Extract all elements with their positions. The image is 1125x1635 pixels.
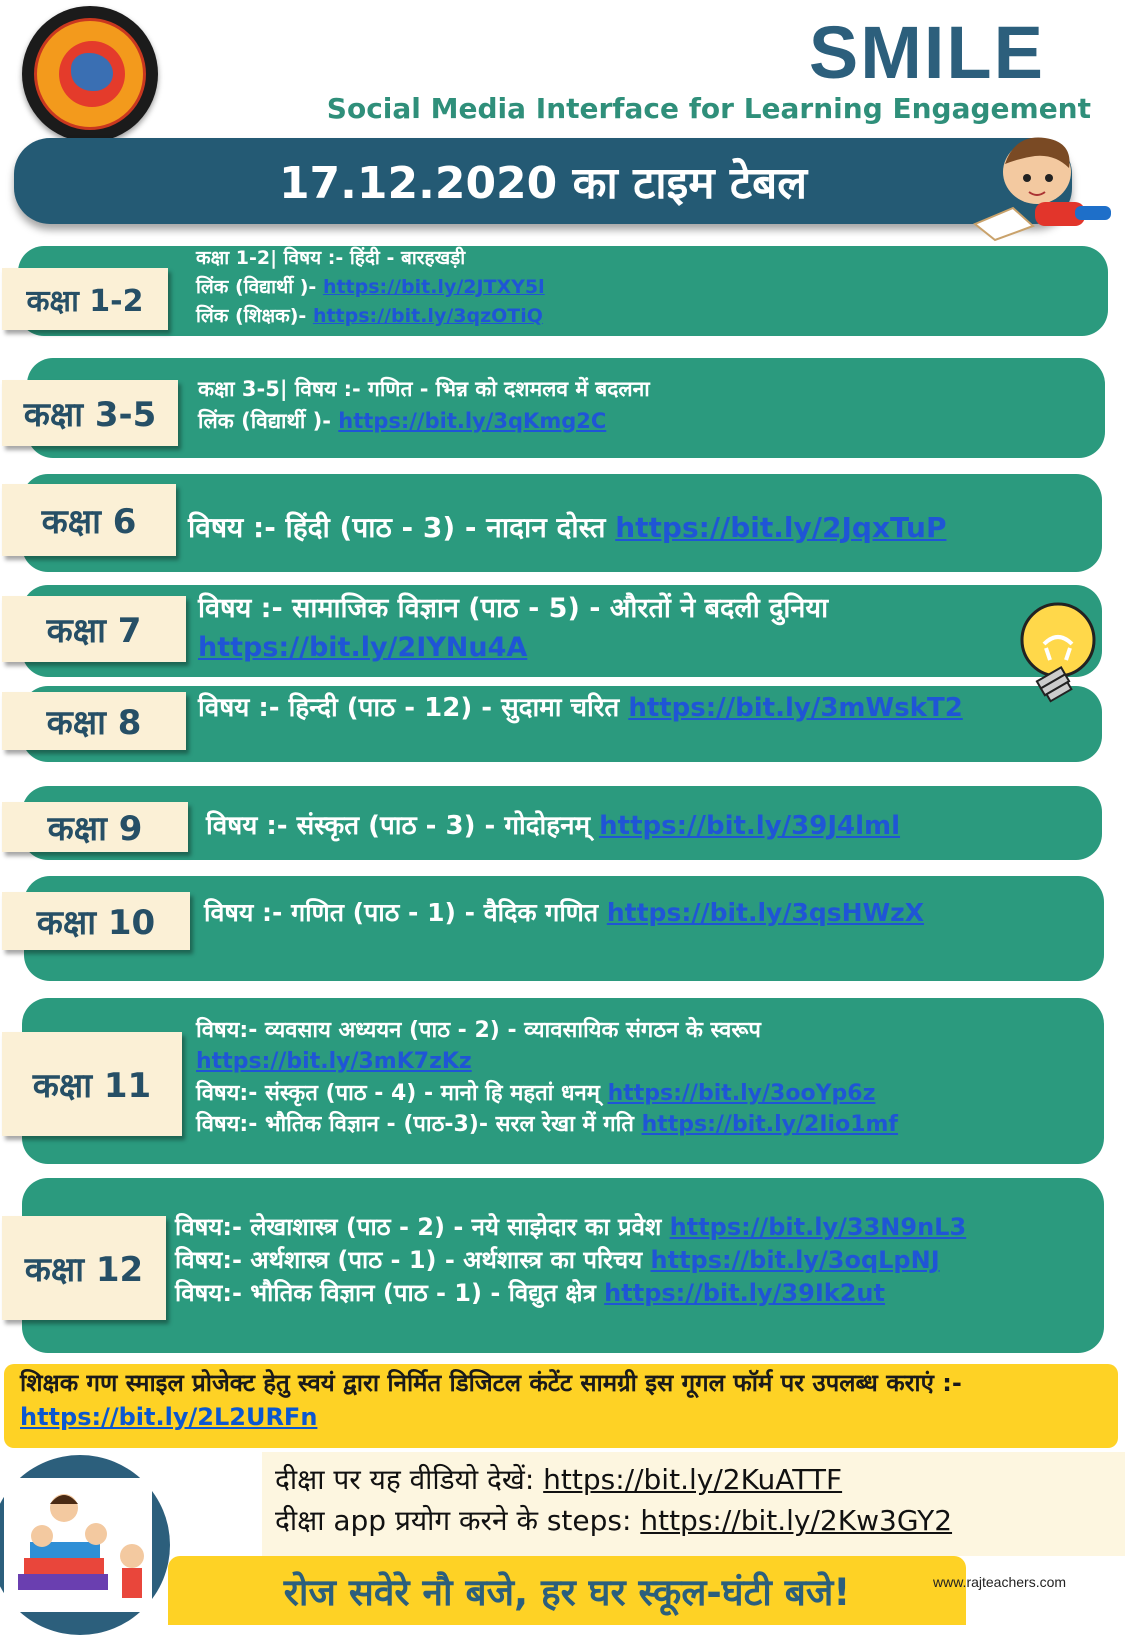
row-content-class-1-2 [196,244,545,331]
diksha-links [275,1460,952,1541]
diksha-video-link[interactable]: https://bit.ly/2KuATTF [543,1463,843,1496]
row-line-text: कक्षा 3-5| विषय :- गणित - भिन्न को दशमलव में बदलना [198,377,650,401]
row-line-text: विषय:- भौतिक विज्ञान - (पाठ-3)- सरल रेखा में गति [196,1112,642,1138]
lesson-link[interactable]: https://bit.ly/39J4lml [599,811,901,841]
student-link[interactable]: https://bit.ly/2JTXY5l [322,275,545,298]
teacher-notice [20,1367,1110,1434]
lesson-link[interactable]: https://bit.ly/2IYNu4A [198,632,528,664]
row-line [175,1211,966,1244]
student-link[interactable]: https://bit.ly/3qKmg2C [338,408,607,433]
row-line-text: विषय :- संस्कृत (पाठ - 3) - गोदोहनम् [206,811,600,841]
logo-ring [34,18,146,130]
lesson-link[interactable]: https://bit.ly/3mK7zKz [196,1049,472,1075]
diksha-steps-link[interactable]: https://bit.ly/2Kw3GY2 [640,1503,953,1537]
row-line-text: लिंक (विद्यार्थी )- [196,275,323,298]
row-content-class-6 [188,510,947,545]
diksha-line [275,1460,952,1501]
row-line-text: विषय :- हिन्दी (पाठ - 12) - सुदामा चरित [198,693,629,723]
class-tab-3-5: कक्षा 3-5 [2,380,178,446]
row-content-class-10 [204,897,924,928]
lesson-link[interactable]: https://bit.ly/3oqLpNJ [650,1246,940,1275]
row-line-text: विषय :- हिंदी (पाठ - 3) - नादान दोस्त [188,511,616,544]
row-line-text: विषय:- संस्कृत (पाठ - 4) - मानो हि महतां धनम् [196,1080,608,1106]
class-tab-6: कक्षा 6 [2,484,176,556]
lesson-link[interactable]: https://bit.ly/3qsHWzX [606,898,924,927]
lesson-link[interactable]: https://bit.ly/3ooYp6z [607,1080,876,1106]
timetable-banner: 17.12.2020 का टाइम टेबल [14,138,1072,224]
row-content-class-9 [206,810,900,843]
row-line-text: विषय :- गणित (पाठ - 1) - वैदिक गणित [204,898,607,927]
notice-text: शिक्षक गण स्माइल प्रोजेक्ट हेतु स्वयं द्वारा निर्मित डिजिटल कंटेंट सामग्री इस गूगल फॉर्म पर उपलब्ध कराएं :- [20,1369,962,1397]
class-tab-11: कक्षा 11 [2,1032,182,1136]
row-content-class-12 [175,1211,966,1310]
row-line [196,244,545,273]
row-line [198,374,650,406]
class-tab-9: कक्षा 9 [2,802,188,852]
row-line [198,406,650,438]
row-line [196,302,545,331]
diksha-line [275,1501,952,1542]
row-line [175,1244,966,1277]
class-tab-7: कक्षा 7 [2,596,186,662]
logo-emblem [59,41,125,107]
website-credit: www.rajteachers.com [933,1574,1067,1590]
rajasthan-map-icon [71,53,113,91]
row-line [196,1109,898,1140]
row-line [196,273,545,302]
rajasthan-education-logo [22,6,158,142]
lightbulb-icon [1010,600,1110,712]
row-line [175,1277,966,1310]
smile-subtitle: Social Media Interface for Learning Engagement [326,92,1091,125]
row-content-class-8 [198,692,963,725]
row-line [196,1078,898,1109]
row-bg-class-1-2 [18,246,1108,336]
row-content-class-7 [198,589,828,667]
row-line-text: विषय :- सामाजिक विज्ञान (पाठ - 5) - औरतों ने बदली दुनिया [198,593,829,624]
class-tab-8: कक्षा 8 [2,692,186,750]
row-content-class-11 [196,1015,898,1141]
row-line [198,628,828,667]
lesson-link[interactable]: https://bit.ly/2JqxTuP [615,511,947,544]
row-line-text: विषय:- अर्थशास्त्र (पाठ - 1) - अर्थशास्त्र का परिचय [175,1246,651,1275]
class-tab-10: कक्षा 10 [2,892,190,950]
lesson-link[interactable]: https://bit.ly/39Ik2ut [604,1279,885,1308]
class-tab-12: कक्षा 12 [2,1216,166,1320]
google-form-link[interactable]: https://bit.ly/2L2URFn [20,1402,318,1431]
row-line-text: विषय:- भौतिक विज्ञान (पाठ - 1) - विद्युत क्षेत्र [175,1279,605,1308]
kids-books-icon [4,1478,152,1612]
diksha-line-text: दीक्षा पर यह वीडियो देखें: [275,1463,544,1496]
row-line-text: विषय:- लेखाशास्त्र (पाठ - 2) - नये साझेदार का प्रवेश [175,1213,670,1241]
row-content-class-3-5 [198,374,650,437]
school-bell-slogan: रोज सवेरे नौ बजे, हर घर स्कूल-घंटी बजे! [168,1556,966,1625]
teacher-link[interactable]: https://bit.ly/3qzOTiQ [312,304,543,327]
lesson-link[interactable]: https://bit.ly/2Iio1mf [641,1112,898,1138]
row-line [198,589,828,628]
row-line [196,1015,898,1046]
kids-reading-illustration [4,1478,152,1612]
row-line-text: कक्षा 1-2| विषय :- हिंदी - बारहखड़ी [196,247,466,269]
lesson-link[interactable]: https://bit.ly/33N9nL3 [669,1213,967,1241]
lesson-link[interactable]: https://bit.ly/3mWskT2 [628,693,963,723]
row-line-text: लिंक (विद्यार्थी )- [198,408,339,433]
row-line [196,1046,898,1077]
row-line-text: विषय:- व्यवसाय अध्ययन (पाठ - 2) - व्यावसायिक संगठन के स्वरूप [196,1018,761,1043]
smile-title: SMILE [808,11,1045,94]
reading-boy-illustration [965,124,1125,249]
row-line-text: लिंक (शिक्षक)- [196,304,313,327]
class-tab-1-2: कक्षा 1-2 [2,268,168,330]
diksha-line-text: दीक्षा app प्रयोग करने के steps: [275,1503,641,1537]
